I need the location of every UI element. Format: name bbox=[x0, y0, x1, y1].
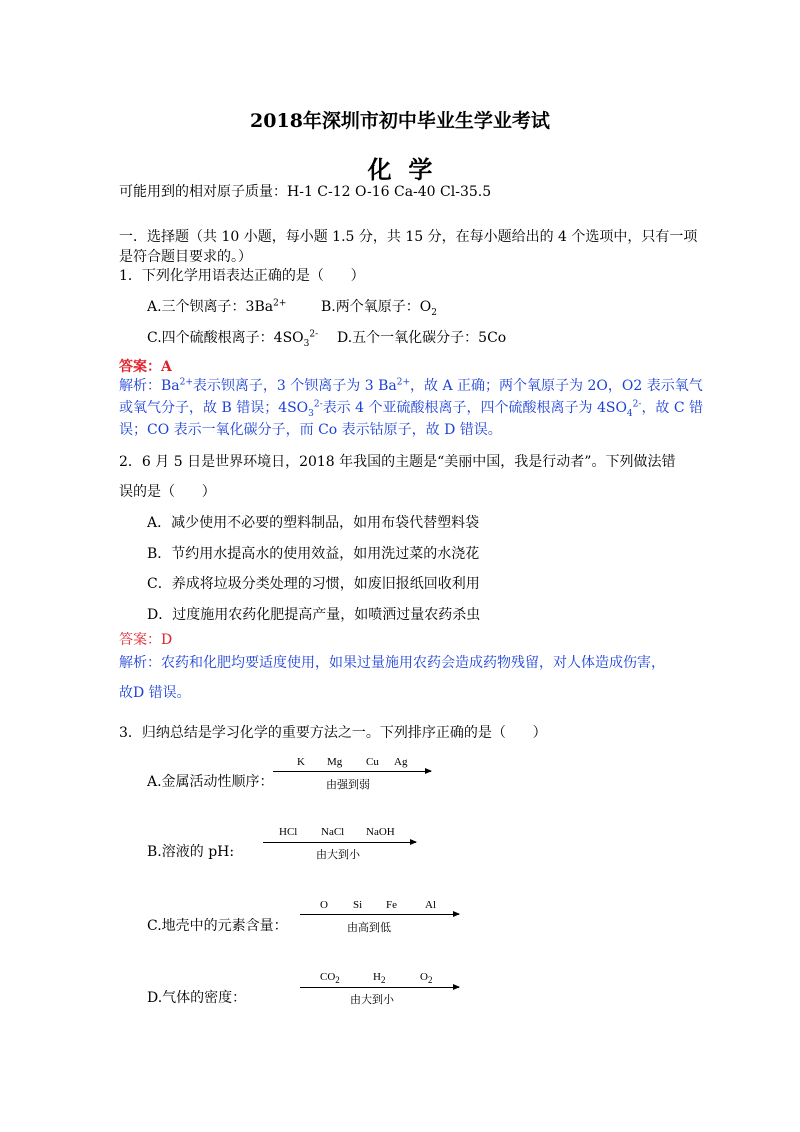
q3-stem: 3．归纳总结是学习化学的重要方法之一。下列排序正确的是（ ） bbox=[119, 725, 547, 741]
q3-b-direction: 由大到小 bbox=[316, 848, 360, 861]
q3-b-item: NaCl bbox=[321, 826, 345, 838]
atomic-mass-line: 可能用到的相对原子质量：H-1 C-12 O-16 Ca-40 Cl-35.5 bbox=[119, 184, 492, 200]
section-line-2: 是符合题目要求的。） bbox=[119, 249, 252, 265]
q2-stem-1: 2．6 月 5 日是世界环境日，2018 年我国的主题是“美丽中国，我是行动者”。下列做法错 bbox=[119, 454, 676, 470]
q3-d-direction: 由大到小 bbox=[350, 993, 394, 1006]
q1-explanation-2: 或氧气分子，故 B 错误；$4SO_3^{2-}$表示 4 个亚硫酸根离子，四个硫酸根离子为 $4SO_4^{2-}$，故 C 错 bbox=[119, 399, 704, 419]
q3-a-item: K bbox=[297, 756, 305, 768]
q2-option-d: D．过度施用农药化肥提高产量，如喷洒过量农药杀虫 bbox=[147, 607, 481, 623]
q3-c-arrow bbox=[300, 914, 459, 915]
q3-option-b-label: B.溶液的 pH: bbox=[147, 844, 235, 860]
subject-title: 化 学 bbox=[367, 155, 433, 184]
q3-a-item: Ag bbox=[394, 756, 408, 768]
q3-option-a-label: A.金属活动性顺序： bbox=[147, 774, 274, 790]
q1-option-c: C.四个硫酸根离子：$4SO_3^{2-}$ bbox=[147, 329, 319, 349]
q3-c-item: Fe bbox=[386, 899, 397, 911]
q3-d-item: $H_2$ bbox=[373, 971, 386, 986]
q3-c-item: Al bbox=[425, 899, 436, 911]
q3-a-arrow bbox=[273, 771, 431, 772]
q1-stem: 1．下列化学用语表达正确的是（ ） bbox=[119, 268, 365, 284]
q1-option-a: A.三个钡离子：$3Ba^{2+}$ bbox=[147, 298, 287, 315]
formula-subscript: 2 bbox=[380, 975, 386, 986]
exam-title: 2018年深圳市初中毕业生学业考试 bbox=[250, 110, 550, 132]
q3-option-c-label: C.地壳中的元素含量： bbox=[147, 918, 288, 934]
q1-answer: 答案：A bbox=[119, 359, 172, 375]
q3-option-d-label: D.气体的密度： bbox=[147, 990, 247, 1006]
q3-a-item: Mg bbox=[327, 756, 343, 768]
q2-explanation-1: 解析：农药和化肥均要适度使用，如果过量施用农药会造成药物残留，对人体造成伤害， bbox=[119, 655, 665, 671]
q3-c-direction: 由高到低 bbox=[347, 921, 391, 934]
q3-b-item: HCl bbox=[279, 826, 298, 838]
q1-option-d: D.五个一氧化碳分子：5Co bbox=[337, 330, 507, 346]
q1-explanation-3: 误；CO 表示一氧化碳分子，而 Co 表示钴原子，故 D 错误。 bbox=[119, 422, 502, 438]
q3-d-arrow bbox=[300, 987, 459, 988]
q3-b-arrow bbox=[263, 842, 416, 843]
q2-option-b: B．节约用水提高水的使用效益，如用洗过菜的水浇花 bbox=[147, 546, 480, 562]
q2-option-a: A．减少使用不必要的塑料制品，如用布袋代替塑料袋 bbox=[147, 515, 480, 531]
q3-d-item: $O_2$ bbox=[420, 971, 433, 986]
q3-a-item: Cu bbox=[366, 756, 379, 768]
section-line-1: 一．选择题（共 10 小题，每小题 1.5 分，共 15 分，在每小题给出的 4 个选项中，只有一项 bbox=[119, 229, 698, 245]
q3-a-direction: 由强到弱 bbox=[326, 778, 370, 791]
q2-stem-2: 误的是（ ） bbox=[119, 484, 216, 500]
q1-option-b: B.两个氧原子：$O_2$ bbox=[321, 299, 437, 318]
q1-explanation-1: 解析：$Ba^{2+}$表示钡离子，3 个钡离子为 3 $Ba^{2+}$，故 A 正确；两个氧原子为 2O，O2 表示氧气 bbox=[119, 377, 703, 394]
q3-c-item: Si bbox=[353, 899, 363, 911]
q2-answer: 答案：D bbox=[119, 632, 173, 648]
formula-subscript: 2 bbox=[335, 975, 340, 986]
q2-explanation-2: 故D 错误。 bbox=[119, 685, 191, 701]
formula-subscript: 2 bbox=[427, 975, 433, 986]
q3-d-item: $CO_2$ bbox=[320, 971, 340, 986]
q3-b-item: NaOH bbox=[366, 826, 395, 838]
q3-c-item: O bbox=[320, 899, 328, 911]
q2-option-c: C．养成将垃圾分类处理的习惯，如废旧报纸回收利用 bbox=[147, 576, 480, 592]
